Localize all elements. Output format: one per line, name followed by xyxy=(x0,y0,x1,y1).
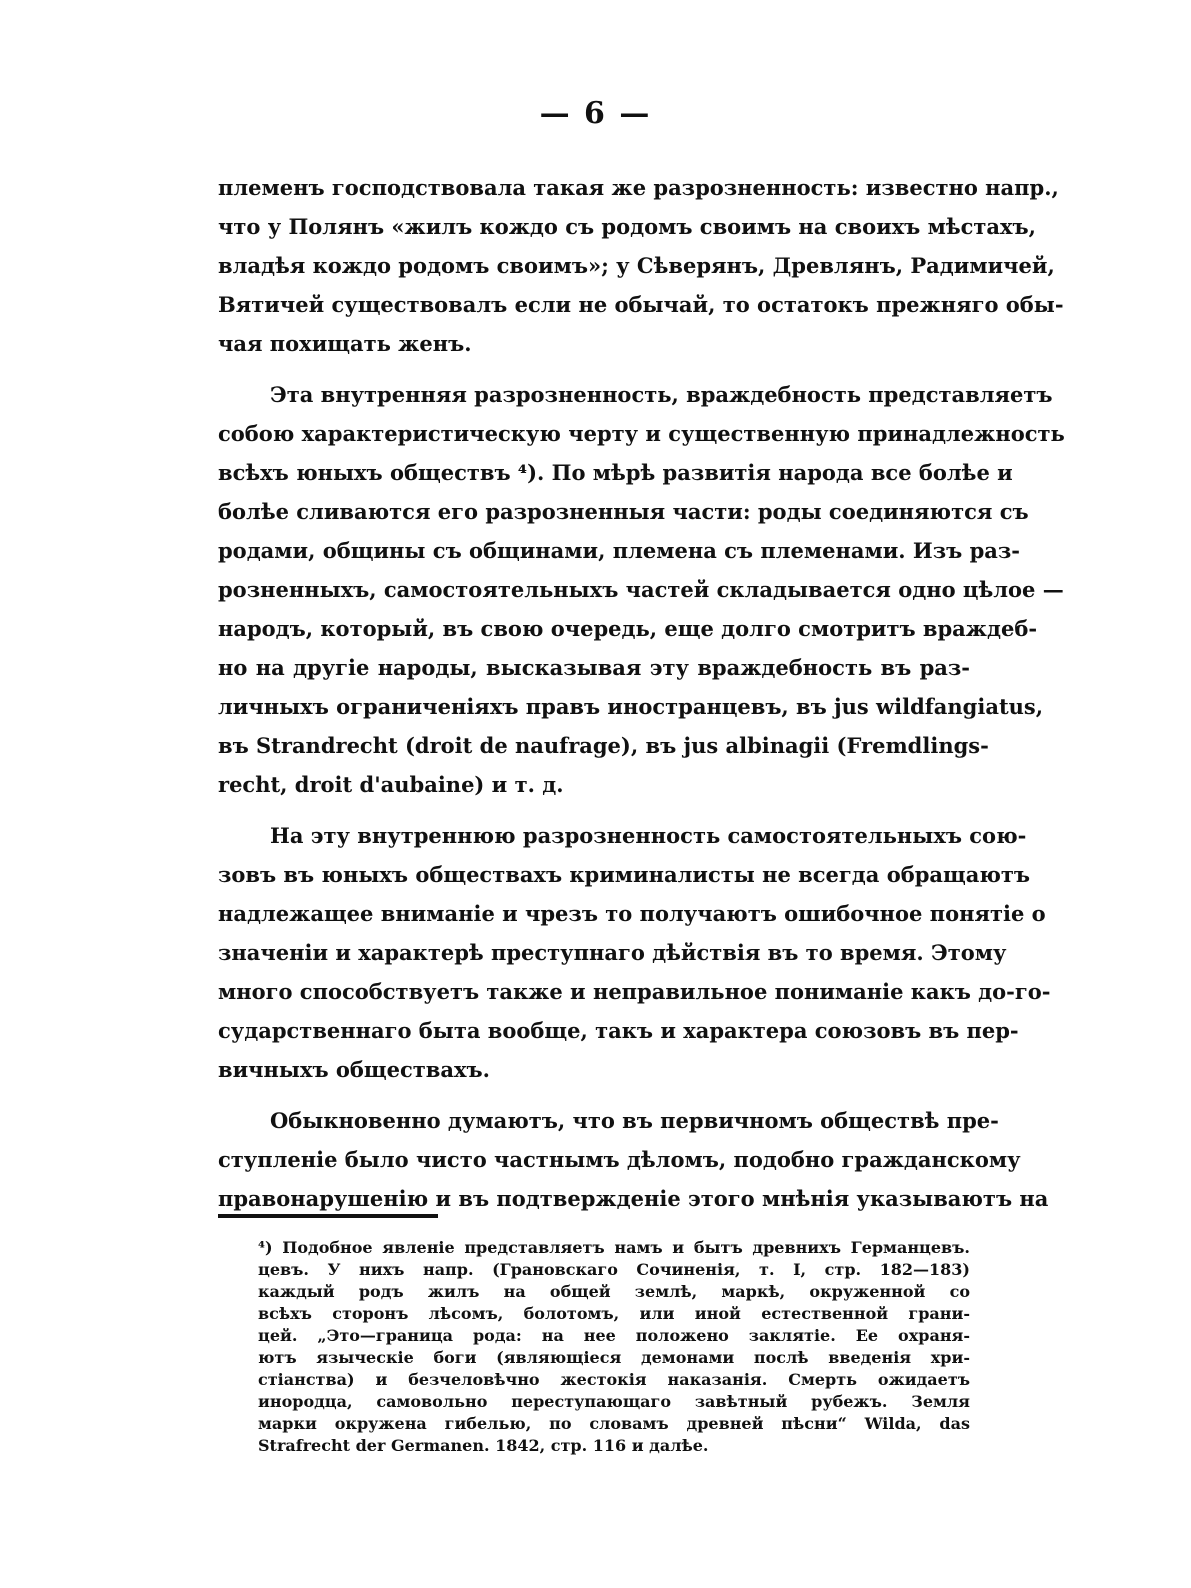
text-line: правонарушенію и въ подтвержденіе этого мнѣнія указываютъ на xyxy=(218,1186,1049,1211)
text-line: владѣя кождо родомъ своимъ»; у Сѣверянъ, Древлянъ, Радимичей, xyxy=(218,253,1055,278)
text-line: надлежащее вниманіе и чрезъ то получаютъ ошибочное понятіе о xyxy=(218,901,1046,926)
text-line: зовъ въ юныхъ обществахъ криминалисты не всегда обращаютъ xyxy=(218,862,1030,887)
text-line: вичныхъ обществахъ. xyxy=(218,1057,490,1082)
page-number: — 6 — xyxy=(539,96,652,131)
body-text xyxy=(218,168,1065,1218)
footnote-line: стіанства) и безчеловѣчно жестокія наказанія. Смерть ожидаетъ xyxy=(258,1370,970,1389)
text-line: ступленіе было чисто частнымъ дѣломъ, подобно гражданскому xyxy=(218,1147,1021,1172)
text-line: много способствуетъ также и неправильное пониманіе какъ до-го- xyxy=(218,979,1051,1004)
text-line: родами, общины съ общинами, племена съ племенами. Изъ раз- xyxy=(218,538,1020,563)
text-line: болѣе сливаются его разрозненныя части: роды соединяются съ xyxy=(218,499,1029,524)
paragraph xyxy=(218,816,1051,1089)
text-line: Обыкновенно думаютъ, что въ первичномъ обществѣ пре- xyxy=(270,1108,999,1133)
footnote-line: инородца, самовольно переступающаго завѣтный рубежъ. Земля xyxy=(258,1392,970,1411)
footnote-line: Strafrecht der Germanen. 1842, стр. 116 и далѣе. xyxy=(258,1436,709,1455)
text-line: Вятичей существовалъ если не обычай, то остатокъ прежняго обы- xyxy=(218,292,1064,317)
text-line: въ Strandrecht (droit de naufrage), въ jus albinagii (Fremdlings- xyxy=(218,733,989,758)
text-line: но на другіе народы, высказывая эту враждебность въ раз- xyxy=(218,655,970,680)
footnote-line: цей. „Это—граница рода: на нее положено заклятіе. Ее охраня- xyxy=(258,1326,970,1345)
footnote-line: цевъ. У нихъ напр. (Грановскаго Сочиненія, т. I, стр. 182—183) xyxy=(258,1260,970,1279)
footnote-line: ютъ языческіе боги (являющіеся демонами послѣ введенія хри- xyxy=(258,1348,970,1367)
paragraph xyxy=(218,168,1064,363)
paragraph xyxy=(218,375,1065,804)
text-line: На эту внутреннюю разрозненность самостоятельныхъ сою- xyxy=(270,823,1027,848)
text-line: собою характеристическую черту и существенную принадлежность xyxy=(218,421,1065,446)
text-line: чая похищать женъ. xyxy=(218,331,472,356)
text-line: племенъ господствовала такая же разрозненность: известно напр., xyxy=(218,175,1059,200)
text-line: что у Полянъ «жилъ кождо съ родомъ своимъ на своихъ мѣстахъ, xyxy=(218,214,1036,239)
footnote-line: всѣхъ сторонъ лѣсомъ, болотомъ, или иной естественной грани- xyxy=(258,1304,970,1323)
footnote-divider xyxy=(218,1214,438,1218)
text-line: народъ, который, въ свою очередь, еще долго смотритъ враждеб- xyxy=(218,616,1038,641)
paragraph xyxy=(218,1101,1049,1218)
footnote-line: каждый родъ жилъ на общей землѣ, маркѣ, окруженной со xyxy=(258,1282,970,1301)
text-line: сударственнаго быта вообще, такъ и характера союзовъ въ пер- xyxy=(218,1018,1019,1043)
text-line: Эта внутренняя разрозненность, враждебность представляетъ xyxy=(270,382,1053,407)
footnote-line: ⁴) Подобное явленіе представляетъ намъ и бытъ древнихъ Германцевъ. xyxy=(258,1238,970,1257)
text-line: личныхъ ограниченіяхъ правъ иностранцевъ, въ jus wildfangiatus, xyxy=(218,694,1044,719)
footnote-line: марки окружена гибелью, по словамъ древней пѣсни“ Wilda, das xyxy=(258,1414,970,1433)
text-line: recht, droit d'aubaine) и т. д. xyxy=(218,772,564,797)
text-line: розненныхъ, самостоятельныхъ частей складывается одно цѣлое — xyxy=(218,577,1064,602)
text-line: всѣхъ юныхъ обществъ ⁴). По мѣрѣ развитія народа все болѣе и xyxy=(218,460,1013,485)
footnote xyxy=(258,1237,970,1457)
text-line: значеніи и характерѣ преступнаго дѣйствія въ то время. Этому xyxy=(218,940,1007,965)
